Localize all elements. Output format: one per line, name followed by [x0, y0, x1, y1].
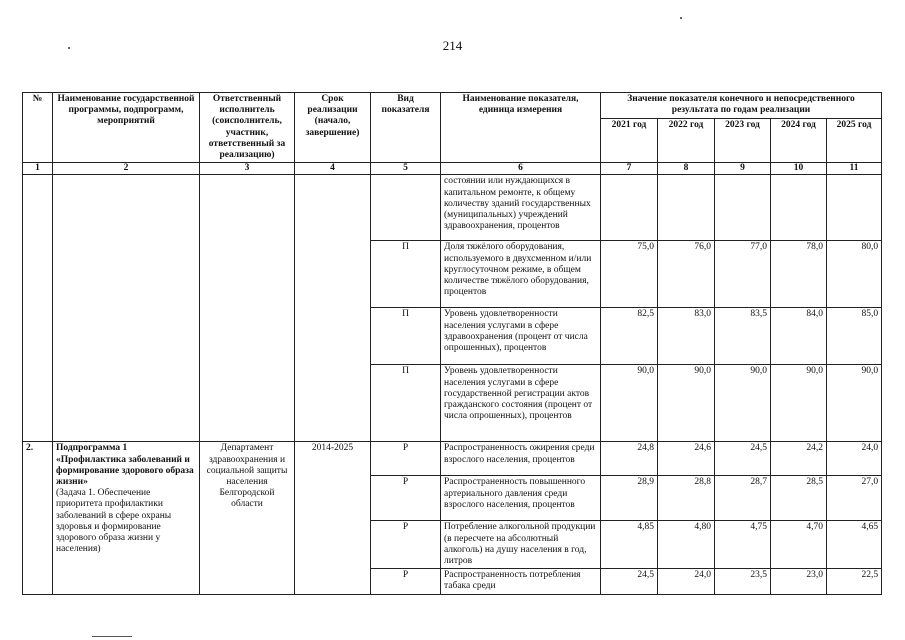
indicator-value: [658, 175, 715, 241]
indicator-type: П: [371, 241, 441, 308]
col-index: 8: [658, 163, 715, 175]
term-cell: 2014-2025: [295, 442, 371, 594]
indicator-type: П: [371, 308, 441, 365]
indicator-value: 4,85: [601, 521, 658, 569]
indicator-value: 24,2: [771, 442, 827, 476]
table-row: [23, 175, 882, 241]
indicator-value: 22,5: [827, 569, 882, 594]
indicator-value: 78,0: [771, 241, 827, 308]
indicator-value: 90,0: [658, 365, 715, 442]
indicator-value: 24,6: [658, 442, 715, 476]
col-index: 3: [200, 163, 295, 175]
row-name-cell: [53, 175, 200, 442]
indicator-value: 90,0: [771, 365, 827, 442]
indicator-value: 24,0: [827, 442, 882, 476]
subprogram-name-cell: [53, 442, 200, 594]
col-index: 7: [601, 163, 658, 175]
row-num-cell: 2.: [23, 442, 53, 594]
subprogram-title: Подпрограмма 1 «Профилактика заболеваний и формирование здорового образа жизни»: [56, 443, 194, 488]
indicator-type: Р: [371, 569, 441, 594]
scan-speck: [680, 17, 682, 19]
indicator-value: 76,0: [658, 241, 715, 308]
program-table: [22, 92, 882, 595]
header-indicator: Наименование показателя, единица измерения: [441, 93, 601, 163]
table-row: [23, 442, 882, 476]
indicator-value: 4,75: [715, 521, 771, 569]
row-responsible-cell: [200, 175, 295, 442]
subprogram-task: (Задача 1. Обеспечение приоритета профилактики заболеваний в сфере охраны здоровья и формирование здорового образа жизни у населения): [56, 488, 172, 555]
indicator-type: Р: [371, 521, 441, 569]
indicator-value: 4,70: [771, 521, 827, 569]
col-index: 10: [771, 163, 827, 175]
header-year: 2023 год: [715, 118, 771, 163]
indicator-name: Уровень удовлетворенности населения услугами в сфере здравоохранения (процент от числа опрошенных), процентов: [441, 308, 601, 365]
header-year: 2022 год: [658, 118, 715, 163]
scan-speck: [68, 47, 70, 49]
indicator-value: [601, 175, 658, 241]
indicator-type: Р: [371, 442, 441, 476]
header-name: Наименование государственной программы, подпрограмм, мероприятий: [53, 93, 200, 163]
indicator-name: Потребление алкогольной продукции (в пересчете на абсолютный алкоголь) на душу населения в год, литров: [441, 521, 601, 569]
row-num-cell: [23, 175, 53, 442]
header-year: 2025 год: [827, 118, 882, 163]
header-term: Срок реализации (начало, завершение): [295, 93, 371, 163]
indicator-name: Распространенность повышенного артериального давления среди взрослого населения, процентов: [441, 476, 601, 521]
indicator-value: 90,0: [827, 365, 882, 442]
indicator-value: 23,0: [771, 569, 827, 594]
indicator-value: [771, 175, 827, 241]
indicator-value: 85,0: [827, 308, 882, 365]
indicator-name: Уровень удовлетворенности населения услугами в сфере государственной регистрации актов гражданского состояния (процент от числа опрошенных), процентов: [441, 365, 601, 442]
col-index: 2: [53, 163, 200, 175]
col-index: 6: [441, 163, 601, 175]
header-responsible: Ответственный исполнитель (соисполнитель, участник, ответственный за реализацию): [200, 93, 295, 163]
indicator-value: 28,7: [715, 476, 771, 521]
col-index: 11: [827, 163, 882, 175]
col-index: 5: [371, 163, 441, 175]
indicator-value: 90,0: [715, 365, 771, 442]
indicator-type: [371, 175, 441, 241]
indicator-name: состоянии или нуждающихся в капитальном ремонте, к общему количеству зданий государственных (муниципальных) учреждений здравоохранения, процентов: [441, 175, 601, 241]
indicator-value: 24,8: [601, 442, 658, 476]
header-num: №: [23, 93, 53, 163]
indicator-value: 24,0: [658, 569, 715, 594]
indicator-value: 84,0: [771, 308, 827, 365]
indicator-type: Р: [371, 476, 441, 521]
indicator-name: Доля тяжёлого оборудования, используемого в двухсменном и/или круглосуточном режиме, в общем количестве тяжёлого оборудования, процентов: [441, 241, 601, 308]
header-year: 2021 год: [601, 118, 658, 163]
indicator-value: [827, 175, 882, 241]
indicator-value: 4,65: [827, 521, 882, 569]
indicator-value: 24,5: [601, 569, 658, 594]
indicator-value: 23,5: [715, 569, 771, 594]
col-index: 1: [23, 163, 53, 175]
column-index-row: [23, 163, 882, 175]
indicator-value: 77,0: [715, 241, 771, 308]
indicator-name: Распространенность ожирения среди взрослого населения, процентов: [441, 442, 601, 476]
indicator-value: 80,0: [827, 241, 882, 308]
col-index: 9: [715, 163, 771, 175]
header-year: 2024 год: [771, 118, 827, 163]
indicator-value: 28,8: [658, 476, 715, 521]
indicator-value: 28,5: [771, 476, 827, 521]
indicator-type: П: [371, 365, 441, 442]
indicator-value: 75,0: [601, 241, 658, 308]
row-term-cell: [295, 175, 371, 442]
page-number: 214: [442, 38, 463, 53]
indicator-value: 27,0: [827, 476, 882, 521]
indicator-value: 83,0: [658, 308, 715, 365]
indicator-value: 82,5: [601, 308, 658, 365]
indicator-value: 24,5: [715, 442, 771, 476]
header-type: Вид показателя: [371, 93, 441, 163]
indicator-value: [715, 175, 771, 241]
indicator-value: 4,80: [658, 521, 715, 569]
indicator-value: 28,9: [601, 476, 658, 521]
indicator-value: 83,5: [715, 308, 771, 365]
header-values-group: Значение показателя конечного и непосредственного результата по годам реализации: [601, 93, 882, 119]
indicator-value: 90,0: [601, 365, 658, 442]
col-index: 4: [295, 163, 371, 175]
responsible-cell: Департамент здравоохранения и социальной защиты населения Белгородской области: [200, 442, 295, 594]
indicator-name: Распространенность потребления табака среди: [441, 569, 601, 594]
footnote-rule: [92, 636, 132, 637]
